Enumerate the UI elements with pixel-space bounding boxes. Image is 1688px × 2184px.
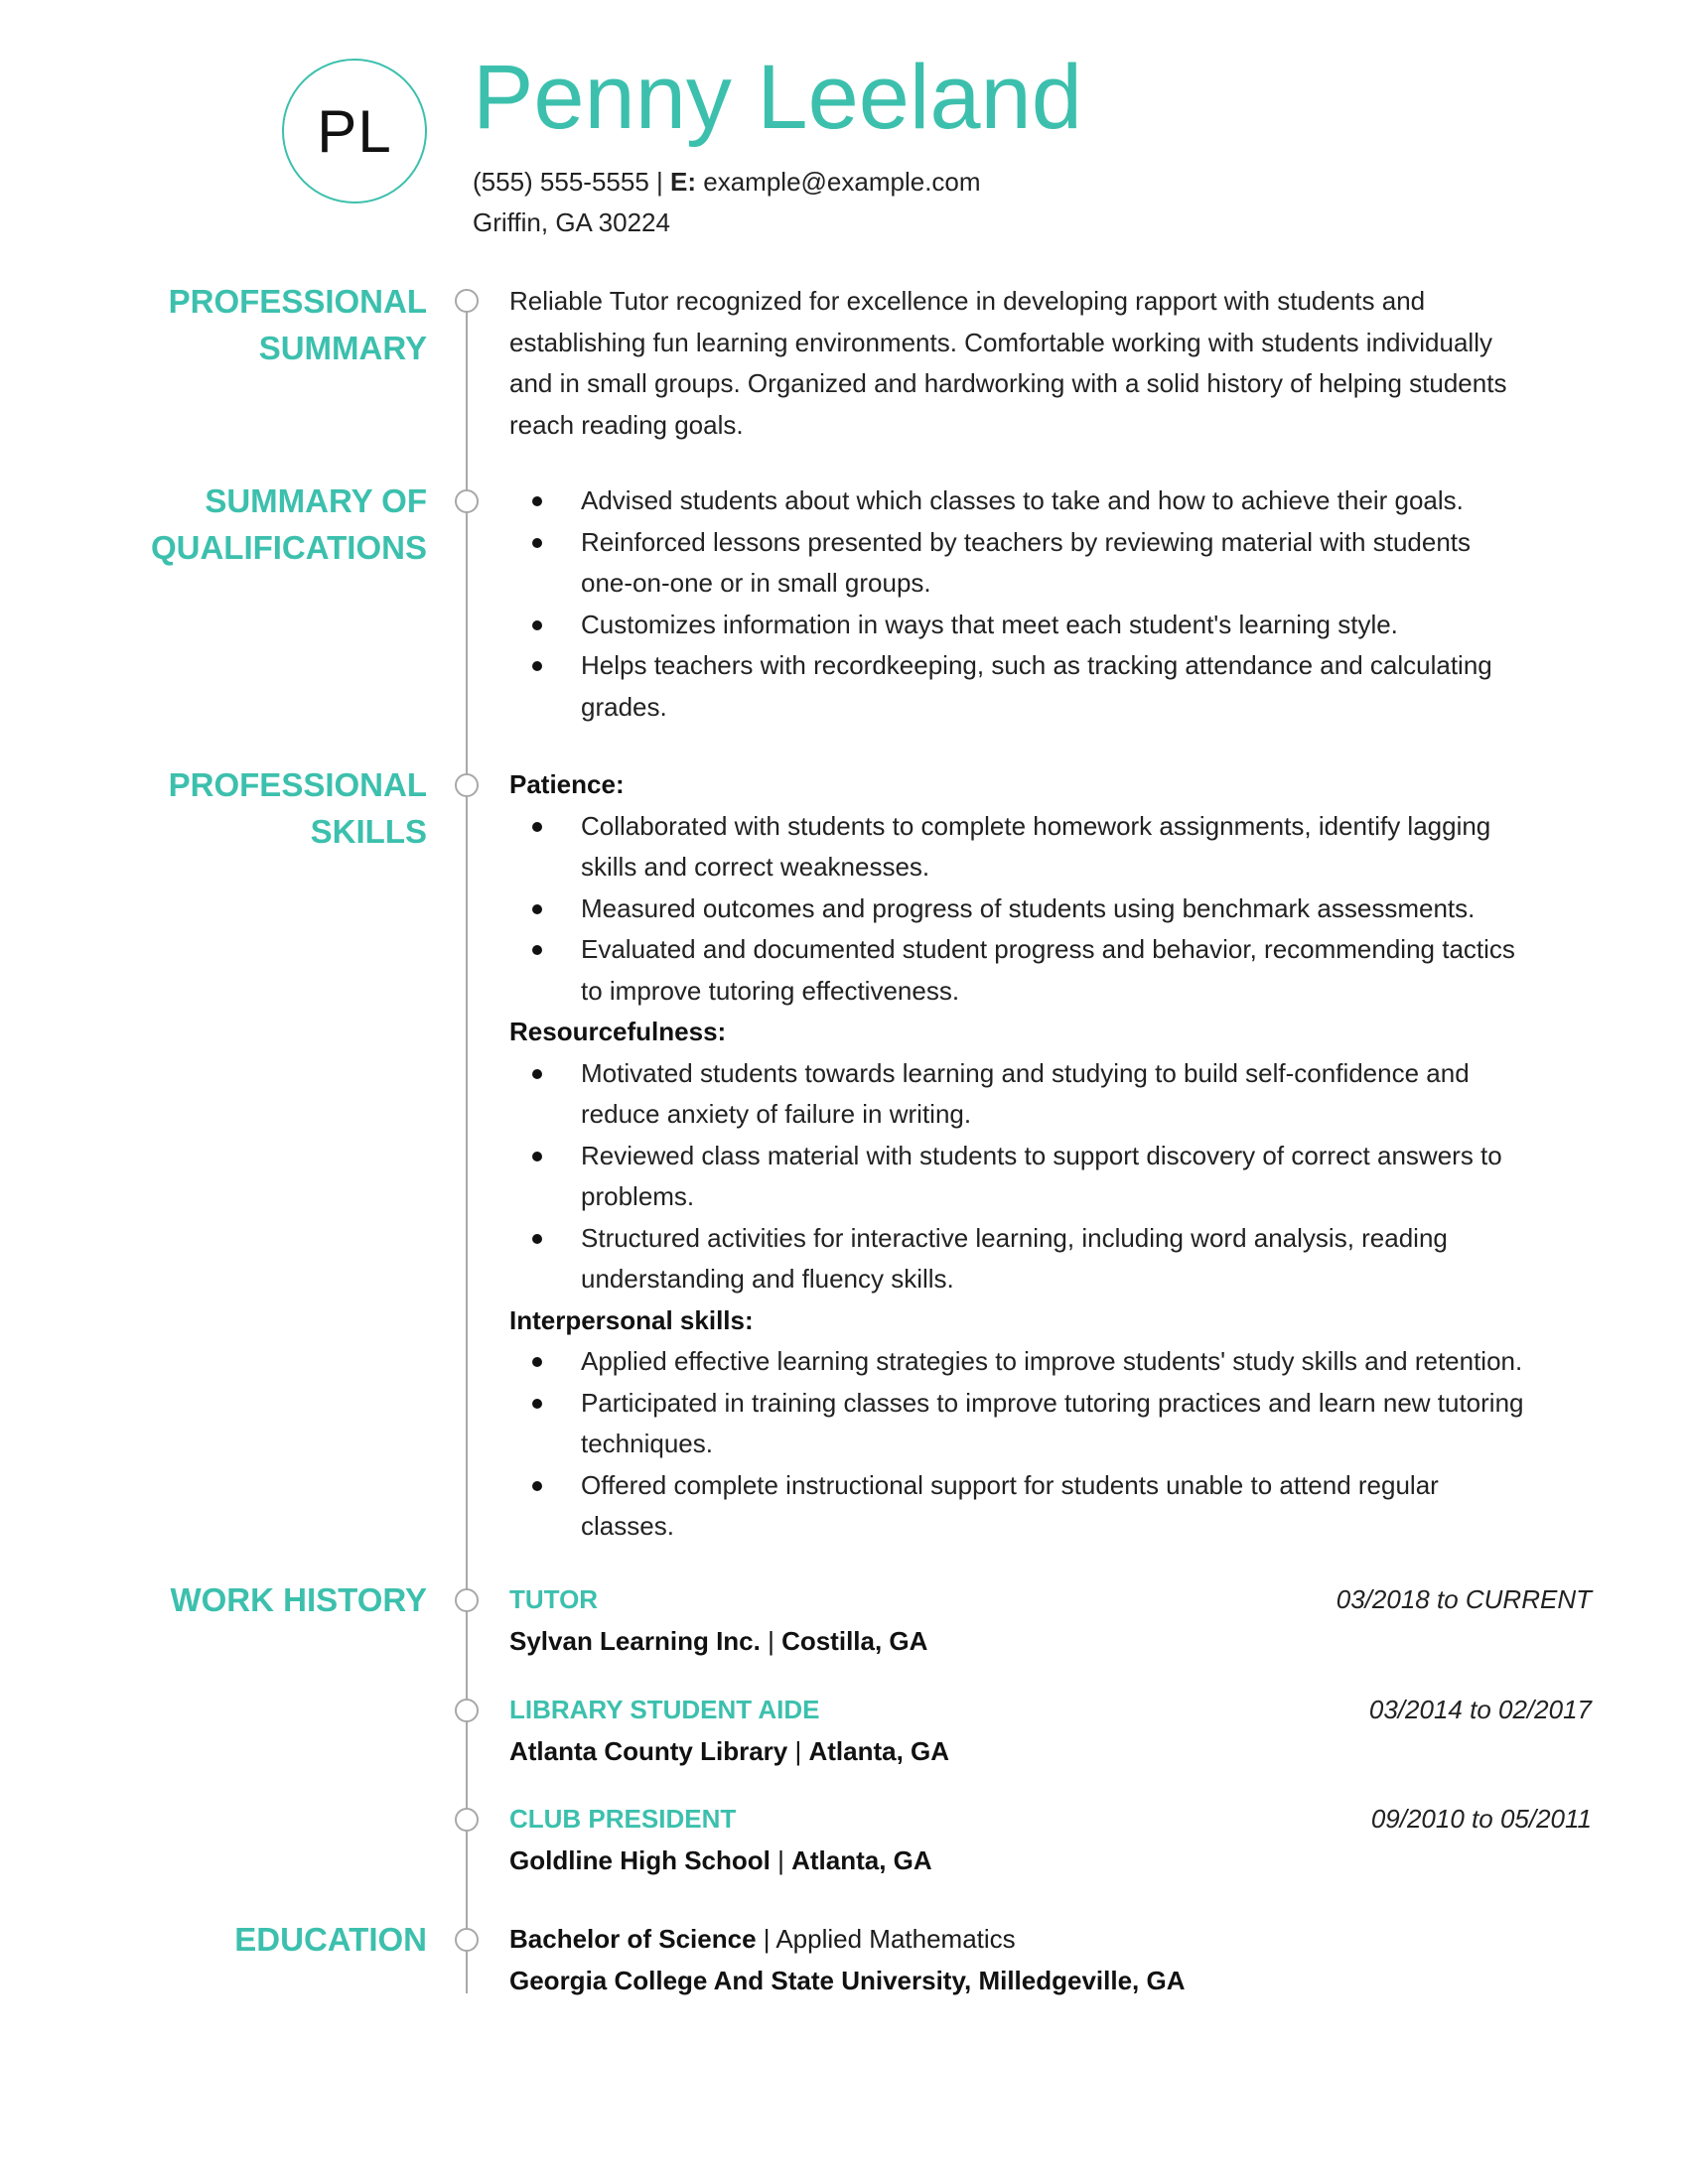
address: Griffin, GA 30224 — [473, 207, 670, 237]
timeline-node — [455, 1808, 479, 1832]
degree: Bachelor of Science | Applied Mathematics — [509, 1924, 1016, 1954]
job-employer: Atlanta County Library | Atlanta, GA — [509, 1735, 950, 1766]
list-item: Collaborated with students to complete homework assignments, identify lagging skills and correct weaknesses. — [509, 806, 1592, 888]
list-item: Structured activities for interactive learning, including word analysis, reading understanding and fluency skills. — [509, 1218, 1592, 1300]
monogram-initials: PL — [317, 97, 392, 165]
summary-line: establishing fun learning environments. Comfortable working with students individually — [509, 327, 1492, 357]
list-item: Offered complete instructional support for students unable to attend regular classes. — [509, 1465, 1592, 1548]
list-item: Customizes information in ways that meet each student's learning style. — [509, 605, 1592, 646]
job-title: TUTOR — [509, 1584, 599, 1614]
job-employer: Goldline High School | Atlanta, GA — [509, 1844, 932, 1875]
job-entry — [509, 1690, 1592, 1772]
summary-line: reach reading goals. — [509, 409, 744, 440]
timeline-node — [455, 1588, 479, 1612]
professional-summary-text — [509, 281, 1592, 446]
section-title-qualifications: SUMMARY OF QUALIFICATIONS — [150, 482, 427, 566]
summary-line: and in small groups. Organized and hardworking with a solid history of helping students — [509, 368, 1507, 398]
timeline-node — [455, 773, 479, 797]
list-item: Advised students about which classes to take and how to achieve their goals. — [509, 480, 1592, 522]
school-name: Georgia College And State University, Milledgeville, GA — [509, 1965, 1186, 1995]
education-entry — [509, 1919, 1592, 2001]
job-dates: 09/2010 to 05/2011 — [1370, 1804, 1592, 1834]
timeline-node — [455, 289, 479, 313]
list-item: Helps teachers with recordkeeping, such as tracking attendance and calculating grades. — [509, 645, 1592, 728]
job-title: CLUB PRESIDENT — [509, 1804, 737, 1834]
list-item: Motivated students towards learning and studying to build self-confidence and reduce anxiety of failure in writing. — [509, 1053, 1592, 1136]
email-address[interactable]: example@example.com — [703, 167, 981, 197]
list-item: Reinforced lessons presented by teachers by reviewing material with students one-on-one or in small groups. — [509, 522, 1592, 605]
timeline-node — [455, 1928, 479, 1952]
contact-separator: | — [648, 167, 671, 197]
list-item: Measured outcomes and progress of students using benchmark assessments. — [509, 888, 1592, 930]
list-item: Applied effective learning strategies to improve students' study skills and retention. — [509, 1341, 1592, 1383]
contact-line — [473, 167, 981, 198]
section-title-education: EDUCATION — [234, 1921, 427, 1958]
job-dates: 03/2018 to CURRENT — [1336, 1584, 1592, 1614]
phone-number: (555) 555-5555 — [473, 167, 649, 197]
candidate-name: Penny Leeland — [473, 47, 1082, 148]
skill-group-heading: Interpersonal skills: — [509, 1304, 754, 1335]
job-entry — [509, 1799, 1592, 1881]
section-title-professional-summary: PROFESSIONAL SUMMARY — [168, 283, 427, 366]
section-title-professional-skills: PROFESSIONAL SKILLS — [168, 766, 427, 850]
timeline-line — [466, 298, 468, 1993]
job-employer: Sylvan Learning Inc. | Costilla, GA — [509, 1625, 928, 1656]
job-dates: 03/2014 to 02/2017 — [1368, 1695, 1592, 1724]
email-label: E: — [670, 167, 697, 197]
timeline-node — [455, 489, 479, 513]
section-title-work-history: WORK HISTORY — [170, 1581, 427, 1618]
professional-skills-list — [509, 764, 1592, 1548]
job-title: LIBRARY STUDENT AIDE — [509, 1695, 820, 1724]
skill-group-heading: Patience: — [509, 769, 625, 799]
list-item: Reviewed class material with students to support discovery of correct answers to problems. — [509, 1136, 1592, 1218]
monogram-avatar — [282, 59, 427, 204]
list-item: Evaluated and documented student progress and behavior, recommending tactics to improve tutoring effectiveness. — [509, 929, 1592, 1012]
list-item: Participated in training classes to improve tutoring practices and learn new tutoring techniques. — [509, 1383, 1592, 1465]
skill-group-heading: Resourcefulness: — [509, 1017, 727, 1046]
job-entry — [509, 1579, 1592, 1662]
timeline-node — [455, 1699, 479, 1722]
summary-line: Reliable Tutor recognized for excellence in developing rapport with students and — [509, 286, 1426, 316]
qualifications-list — [509, 480, 1592, 728]
